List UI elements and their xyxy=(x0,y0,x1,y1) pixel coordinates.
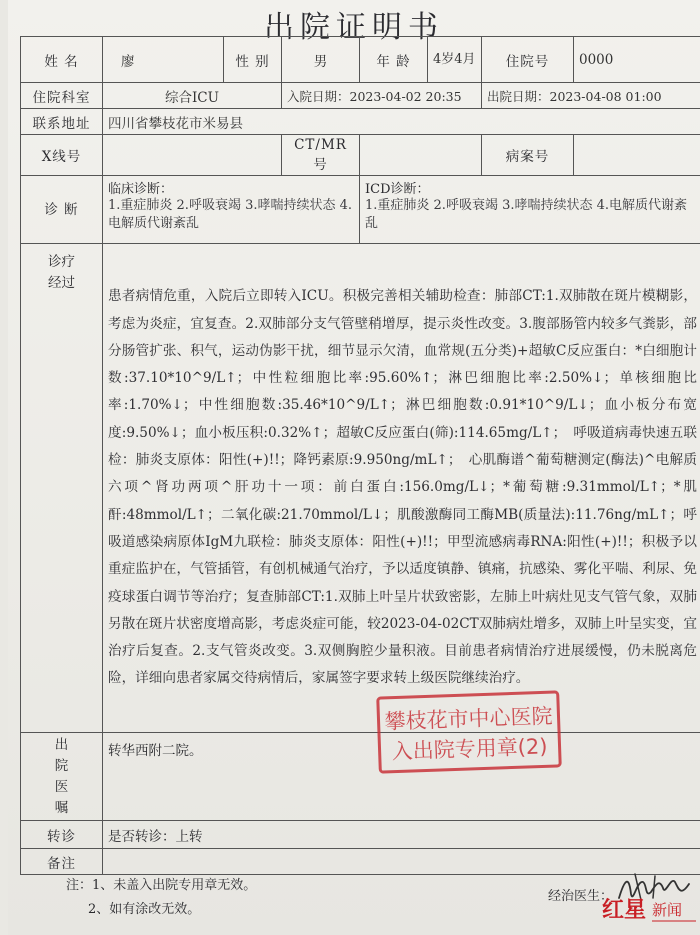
footnote-2: 2、如有涂改无效。 xyxy=(88,902,201,917)
footnote-1: 注：1、未盖入出院专用章无效。 xyxy=(66,878,257,893)
clinical-diagnosis-text: 1.重症肺炎 2.呼吸衰竭 3.哮喘持续状态 4.电解质代谢紊乱 xyxy=(108,198,353,231)
ct-mr-number-label: CT/MR 号 xyxy=(282,135,360,176)
hospital-seal-stamp xyxy=(374,690,564,778)
treatment-course-label: 诊疗经过 xyxy=(21,244,103,733)
clinical-diagnosis xyxy=(103,176,360,244)
treatment-course-text: 患者病情危重，入院后立即转入ICU。积极完善相关辅助检查：肺部CT:1.双肺散在斑片模糊影，考虑为炎症，宜复查。2.双肺部分支气管壁稍增厚，提示炎性改变。3.腹部肠管内较多气粪影，部分肠管扩张、积气，运动伪影干扰，细节显示欠清，血常规(五分类)+超敏C反应蛋白：*白细胞计数:37.10*10^9/L↑；中性粒细胞比率:95.60%↑；淋巴细胞比率:2.50%↓；单核细胞比率:1.70%↓；中性细胞数:35.46*10^9/L↑；淋巴细胞数:0.91*10^9/L↓；血小板分布宽度:9.50%↓；血小板压积:0.32%↑；超敏C反应蛋白(筛):114.65mg/L↑； 呼吸道病毒快速五联检：肺炎支原体：阳性(+)!!；降钙素原:9.950ng/mL↑； 心肌酶谱^葡萄糖测定(酶法)^电解质六项^肾功两项^肝功十一项：前白蛋白:156.0mg/L↓；*葡萄糖:9.31mmol/L↑；*肌酐:48mmol/L↑；二氧化碳:21.70mmol/L↓；肌酸激酶同工酶MB(质量法):11.76ng/mL↑；呼吸道感染病原体IgM九联检：肺炎支原体：阳性(+)!!；甲型流感病毒RNA:阳性(+)!!；积极予以重症监护在，气管插管，有创机械通气治疗，予以适度镇静、镇痛，抗感染、雾化平喘、利尿、免疫球蛋白调节等治疗；复查肺部CT:1.双肺上叶呈片状致密影，左肺上叶病灶见支气管气象，双肺另散在斑片状密度增高影，考虑炎症可能，较2023-04-02CT双肺病灶增多，双肺上叶呈实变，宜治疗后复查。2.支气管炎改变。3.双侧胸腔少量积液。目前患者病情治疗进展缓慢，仍未脱离危险，详细向患者家属交待病情后，家属签字要求转上级医院继续治疗。 xyxy=(103,244,700,733)
svg-text:攀枝花市中心医院: 攀枝花市中心医院 xyxy=(384,704,553,734)
address-label: 联系地址 xyxy=(21,109,103,135)
certificate-form xyxy=(20,36,700,875)
page-title: 出院证明书 xyxy=(264,10,444,45)
svg-text:入出院专用章(2): 入出院专用章(2) xyxy=(391,734,548,764)
name-label: 姓 名 xyxy=(21,37,103,83)
discharge-orders-text: 转华西附二院。 xyxy=(103,733,700,821)
discharge-orders-row xyxy=(21,733,700,821)
svg-text:红星: 红星 xyxy=(602,898,647,923)
admission-number-value: 0000 xyxy=(574,37,700,83)
case-number-value xyxy=(574,135,700,176)
department-label: 住院科室 xyxy=(21,83,103,109)
transfer-row xyxy=(21,821,700,849)
department-value: 综合ICU xyxy=(103,83,282,109)
address-row xyxy=(21,109,700,135)
footnotes xyxy=(66,874,256,922)
discharge-certificate xyxy=(8,0,700,935)
admission-date: 入院日期：2023-04-02 20:35 xyxy=(282,83,482,109)
transfer-label: 转诊 xyxy=(21,821,103,849)
address-value: 四川省攀枝花市米易县 xyxy=(103,109,700,135)
remarks-row xyxy=(21,849,700,875)
record-numbers-row xyxy=(21,135,700,176)
diagnosis-label: 诊 断 xyxy=(21,176,103,244)
xray-number-label: X线号 xyxy=(21,135,103,176)
name-value: 廖 xyxy=(103,37,224,83)
gender-label: 性 别 xyxy=(224,37,282,83)
icd-diagnosis-title: ICD诊断： xyxy=(365,182,430,197)
remarks-label: 备注 xyxy=(21,849,103,875)
icd-diagnosis-text: 1.重症肺炎 2.呼吸衰竭 3.哮喘持续状态 4.电解质代谢紊乱 xyxy=(365,198,688,231)
ct-mr-number-value xyxy=(360,135,482,176)
basic-info-row xyxy=(21,37,700,83)
remarks-value xyxy=(103,849,700,875)
icd-diagnosis xyxy=(360,176,700,244)
diagnosis-row xyxy=(21,176,700,244)
age-label: 年 龄 xyxy=(360,37,428,83)
discharge-date: 出院日期：2023-04-08 01:00 xyxy=(482,83,700,109)
case-number-label: 病案号 xyxy=(482,135,574,176)
admission-number-label: 住院号 xyxy=(482,37,574,83)
age-value: 4岁4月 xyxy=(428,37,482,83)
attending-doctor-label: 经治医生： xyxy=(548,889,614,904)
department-row xyxy=(21,83,700,109)
transfer-value: 是否转诊：上转 xyxy=(103,821,700,849)
svg-text:新闻: 新闻 xyxy=(652,901,683,919)
discharge-orders-label: 出院医嘱 xyxy=(21,733,103,821)
treatment-course-row xyxy=(21,244,700,733)
clinical-diagnosis-title: 临床诊断： xyxy=(108,182,174,197)
xray-number-value xyxy=(103,135,282,176)
red-star-news-logo xyxy=(600,889,700,933)
gender-value: 男 xyxy=(282,37,360,83)
